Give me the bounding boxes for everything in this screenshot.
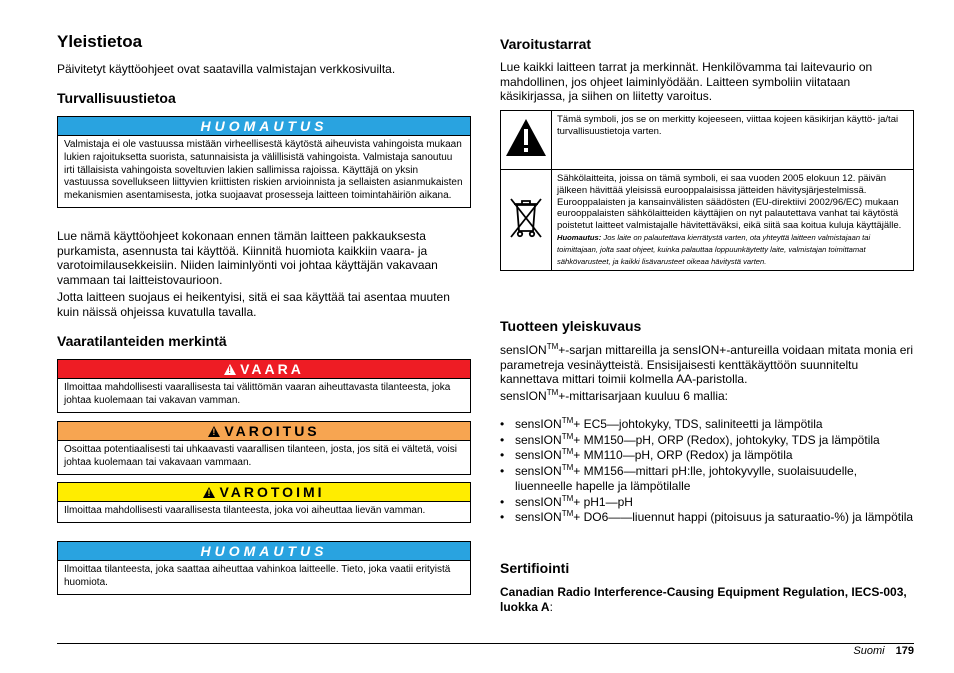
notice-huomautus-1 [57,116,471,208]
list-item: • sensION™+ DO6——liuennut happi (pitoisuus ja saturaatio-%) ja lämpötila [500,510,914,526]
notice-varotoimi [57,482,471,523]
table-row [501,170,914,271]
intro-text: Päivitetyt käyttöohjeet ovat saatavilla valmistajan verkkosivuilta. [57,62,396,76]
notice-label: HUOMAUTUS [58,542,470,561]
model-list [500,417,914,526]
symbol-description: Sähkölaitteita, joissa on tämä symboli, ei saa vuoden 2005 elokuun 12. päivän jälkeen hävittää yleisissä eurooppalaisissa jätteiden hävitysjärjestelmissä. Eurooppalaisten ja kansainvälisten säädösten (EU-direktiivi 2002/96/EC) mukaan eurooppalaisten sähkölaitteiden käyttäjien on nyt palautettava vanhat tai käytöstä poistetut laitteet valmistajalle hävitettäväksi, eikä siitä saa koitua kuluja käyttäjälle. [557,173,902,232]
warning-triangle-icon [203,487,215,498]
list-item: • sensION™+ MM110—pH, ORP (Redox) ja lämpötila [500,448,914,464]
notice-huomautus-2 [57,541,471,595]
list-item: • sensION™+ MM150—pH, ORP (Redox), johtokyky, TDS ja lämpötila [500,433,914,449]
list-item: • sensION™+ pH1—pH [500,495,914,511]
notice-label: VAROTOIMI [219,484,325,500]
page-number: 179 [895,645,914,657]
symbol-description: Tämä symboli, jos se on merkitty kojeeseen, viittaa kojeen käsikirjan käyttö- ja/tai turvallisuustietoja varten. [552,111,914,170]
list-item: • sensION™+ EC5—johtokyky, TDS, saliniteetti ja lämpötila [500,417,914,433]
hazard-heading: Vaaratilanteiden merkintä [57,333,227,349]
notice-text: Valmistaja ei ole vastuussa mistään virheellisestä käytöstä aiheuvista vahingoista mukaan lukien rajoituksetta suorista, satunnaisista ja välillisistä vahingoista. Valmistaja sanoutuu irti tällaisista vahingoista soveltuvien lakien sallimissa rajoissa. Käyttäjä on yksin vastuussa sovellukseen liittyvien kriittisten riskien arvioinnista ja sellaisten asianmukaisten mekanismien asentamisesta, jotka suojaavat prosesseja laitteen toimintahäiriön aikana. [64,139,463,202]
overview-paragraph-2: sensION™+-mittarisarjaan kuuluu 6 mallia: [500,388,728,403]
notice-text: Ilmoittaa mahdollisesti vaarallisesta tilanteesta, joka voi aiheuttaa lievän vamman. [64,505,426,516]
warning-labels-intro: Lue kaikki laitteen tarrat ja merkinnät. Henkilövamma tai laitevaurio on mahdollinen, jos ohjeet laiminlyödään. Laitteen symboliin viitataan käsikirjassa, ja siihen on liitetty varoitus. [500,60,873,104]
footer-divider [57,643,914,644]
notice-vaara [57,359,471,413]
warning-triangle-icon [504,116,548,160]
notice-label: HUOMAUTUS [58,117,470,136]
warning-triangle-icon [208,426,220,437]
safety-paragraph-1: Lue nämä käyttöohjeet kokonaan ennen tämän laitteen pakkauksesta purkamista, asennusta tai käyttöä. Kiinnitä huomiota kaikkiin vaara- ja varotoimilausekkeisiin. Niiden laiminlyönti voi johtaa käyttäjän vakavaan vammaan tai laitteistovaurioon. [57,229,438,287]
warning-labels-heading: Varoitustarrat [500,36,592,52]
safety-paragraph-2: Jotta laitteen suojaus ei heikentyisi, sitä ei saa käyttää tai asentaa muuten kuin näissä ohjeissa kuvatulla tavalla. [57,290,450,319]
safety-heading: Turvallisuustietoa [57,90,176,106]
list-item: • sensION™+ MM156—mittari pH:lle, johtokyvylle, suolaisuudelle, liuenneelle hapelle ja lämpötilalle [500,464,914,495]
notice-text: Ilmoittaa mahdollisesti vaarallisesta tai välittömän vaaran aiheuttavasta tilanteesta, joka johtaa kuolemaan tai vakavan vamman. [64,382,451,406]
notice-varoitus [57,421,471,475]
page-footer [853,645,914,657]
weee-crossed-bin-icon [507,195,545,241]
note-text: Jos laite on palautettava kierrätystä varten, ota yhteyttä laitteen valmistajaan tai toimittajaan, jolta saat ohjeet, kuinka palauttaa loppuunkäytetty laite, valmistajan toimittamat sähkövarusteet, ja kaikki lisävarusteet oikeaa hävitystä varten. [557,232,871,266]
warning-triangle-icon [224,364,236,375]
overview-heading: Tuotteen yleiskuvaus [500,318,642,334]
notice-text: Ilmoittaa tilanteesta, joka saattaa aiheuttaa vahinkoa laitteelle. Tieto, joka vaatii erityistä huomiota. [64,564,451,588]
notice-label: VAROITUS [224,423,320,439]
notice-label: VAARA [240,361,304,377]
symbol-table [500,110,914,271]
notice-text: Osoittaa potentiaalisesti tai uhkaavasti vaarallisen tilanteen, josta, jos sitä ei vältetä, voisi johtaa kuolemaan tai vakavaan vammaan. [64,444,457,468]
certification-heading: Sertifiointi [500,560,570,576]
certification-text: Canadian Radio Interference-Causing Equipment Regulation, IECS-003, luokka A: [500,585,907,614]
note-label: Huomautus: [557,232,602,242]
overview-paragraph-1: sensION™+-sarjan mittareilla ja sensION+-antureilla voidaan mitata monia eri parametreja vesinäytteistä. Ensisijaisesti kenttäkäyttöön suunniteltu kannettava mittari toimii kolmella AA-paristolla. [500,342,914,387]
page-title: Yleistietoa [57,32,143,51]
footer-language: Suomi [853,645,885,657]
table-row [501,111,914,170]
